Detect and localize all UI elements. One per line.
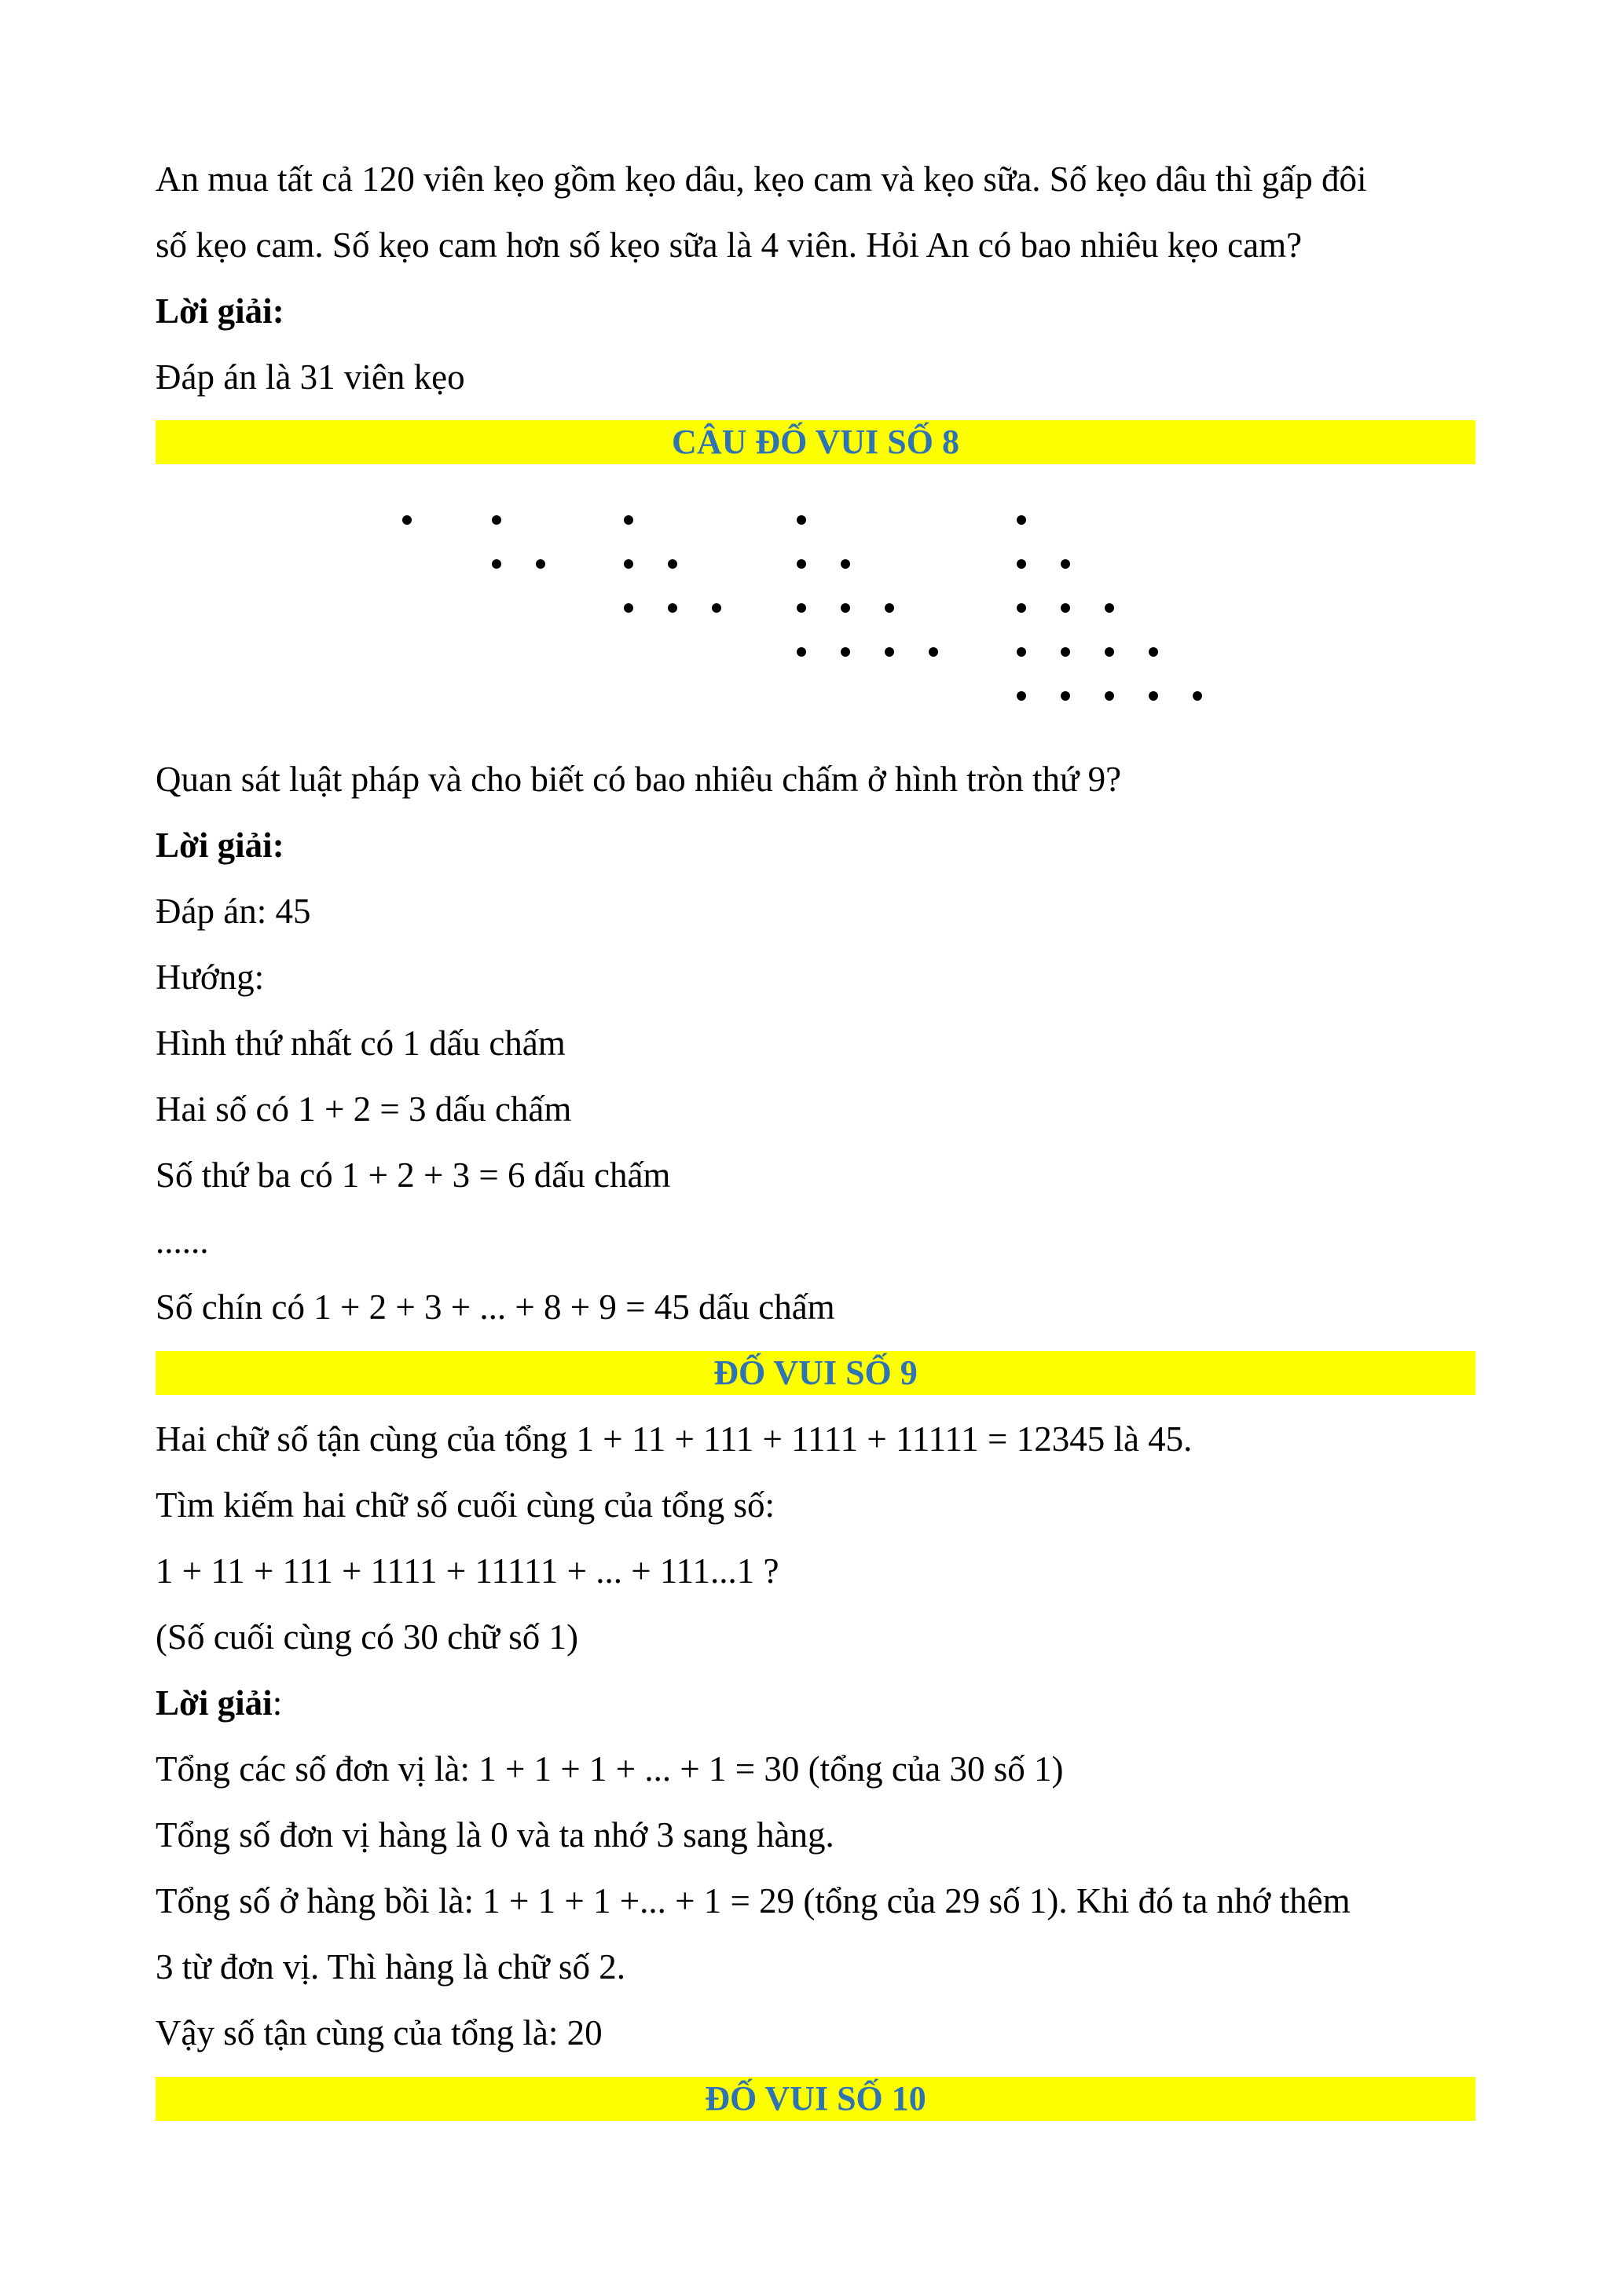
dot	[536, 559, 545, 569]
dot	[1105, 691, 1114, 701]
dot	[841, 647, 850, 657]
problem-line: (Số cuối cùng có 30 chữ số 1)	[156, 1617, 579, 1657]
dot-figure-3	[624, 515, 721, 613]
dot	[1149, 691, 1158, 701]
dot	[1105, 603, 1114, 613]
solution-line: Tổng số ở hàng bồi là: 1 + 1 + 1 +... + 1 = 29 (tổng của 29 số 1). Khi đó ta nhớ thêm	[156, 1881, 1351, 1921]
dot	[929, 647, 938, 657]
dot	[668, 559, 677, 569]
dot	[841, 559, 850, 569]
dot-figure-4	[797, 515, 938, 657]
answer-text: Đáp án là 31 viên kẹo	[156, 357, 465, 397]
dot	[797, 515, 806, 525]
dot	[1017, 691, 1026, 701]
solution-line: 3 từ đơn vị. Thì hàng là chữ số 2.	[156, 1947, 625, 1987]
dot	[1061, 559, 1070, 569]
dot	[1017, 559, 1026, 569]
dot	[885, 603, 894, 613]
dot	[624, 559, 633, 569]
solution-label-line	[156, 1670, 1476, 1736]
dot	[712, 603, 721, 613]
dot	[1149, 647, 1158, 657]
solution-line: Tổng số đơn vị hàng là 0 và ta nhớ 3 sang hàng.	[156, 1815, 834, 1855]
step-line: Hình thứ nhất có 1 dấu chấm	[156, 1023, 566, 1063]
solution-label: Lời giải	[156, 1683, 273, 1723]
dot-figure-5	[1017, 515, 1202, 701]
section-heading-10: ĐỐ VUI SỐ 10	[156, 2077, 1476, 2121]
solution-label: Lời giải:	[156, 826, 284, 865]
dot	[1017, 647, 1026, 657]
dot	[1017, 603, 1026, 613]
question-text: Quan sát luật pháp và cho biết có bao nhiêu chấm ở hình tròn thứ 9?	[156, 760, 1122, 799]
problem-line: 1 + 11 + 111 + 1111 + 11111 + ... + 111...1 ?	[156, 1551, 779, 1591]
solution-label: Lời giải:	[156, 291, 284, 331]
dot	[1061, 691, 1070, 701]
dot	[492, 515, 501, 525]
step-line: Số thứ ba có 1 + 2 + 3 = 6 dấu chấm	[156, 1155, 671, 1195]
problem-text-line-2: số kẹo cam. Số kẹo cam hơn số kẹo sữa là 4 viên. Hỏi An có bao nhiêu kẹo cam?	[156, 225, 1303, 265]
dot	[1105, 647, 1114, 657]
dot	[668, 603, 677, 613]
section-heading-8: CÂU ĐỐ VUI SỐ 8	[156, 420, 1476, 464]
dot	[885, 647, 894, 657]
step-line: Hai số có 1 + 2 = 3 dấu chấm	[156, 1089, 572, 1129]
dot	[1061, 603, 1070, 613]
problem-line: Tìm kiếm hai chữ số cuối cùng của tổng số:	[156, 1485, 775, 1525]
dot	[624, 603, 633, 613]
step-line: ......	[156, 1221, 209, 1261]
dot	[492, 559, 501, 569]
problem-text-line-1: An mua tất cả 120 viên kẹo gồm kẹo dâu, kẹo cam và kẹo sữa. Số kẹo dâu thì gấp đôi	[156, 159, 1367, 199]
dot-figure-1	[402, 515, 412, 525]
guide-label: Hướng:	[156, 958, 265, 997]
dot	[1193, 691, 1202, 701]
dot	[402, 515, 412, 525]
dot	[624, 515, 633, 525]
dot	[1061, 647, 1070, 657]
solution-line: Vậy số tận cùng của tổng là: 20	[156, 2013, 603, 2052]
solution-line: Tổng các số đơn vị là: 1 + 1 + 1 + ... + 1 = 30 (tổng của 30 số 1)	[156, 1749, 1064, 1789]
step-line: Số chín có 1 + 2 + 3 + ... + 8 + 9 = 45 dấu chấm	[156, 1287, 835, 1327]
dot	[797, 559, 806, 569]
answer-text: Đáp án: 45	[156, 892, 311, 931]
dot-figure-2	[492, 515, 545, 569]
dot	[797, 647, 806, 657]
solution-colon: :	[272, 1683, 283, 1723]
problem-line: Hai chữ số tận cùng của tổng 1 + 11 + 111 + 1111 + 11111 = 12345 là 45.	[156, 1419, 1193, 1459]
dot	[1017, 515, 1026, 525]
section-heading-9: ĐỐ VUI SỐ 9	[156, 1351, 1476, 1395]
dot	[841, 603, 850, 613]
dot	[797, 603, 806, 613]
